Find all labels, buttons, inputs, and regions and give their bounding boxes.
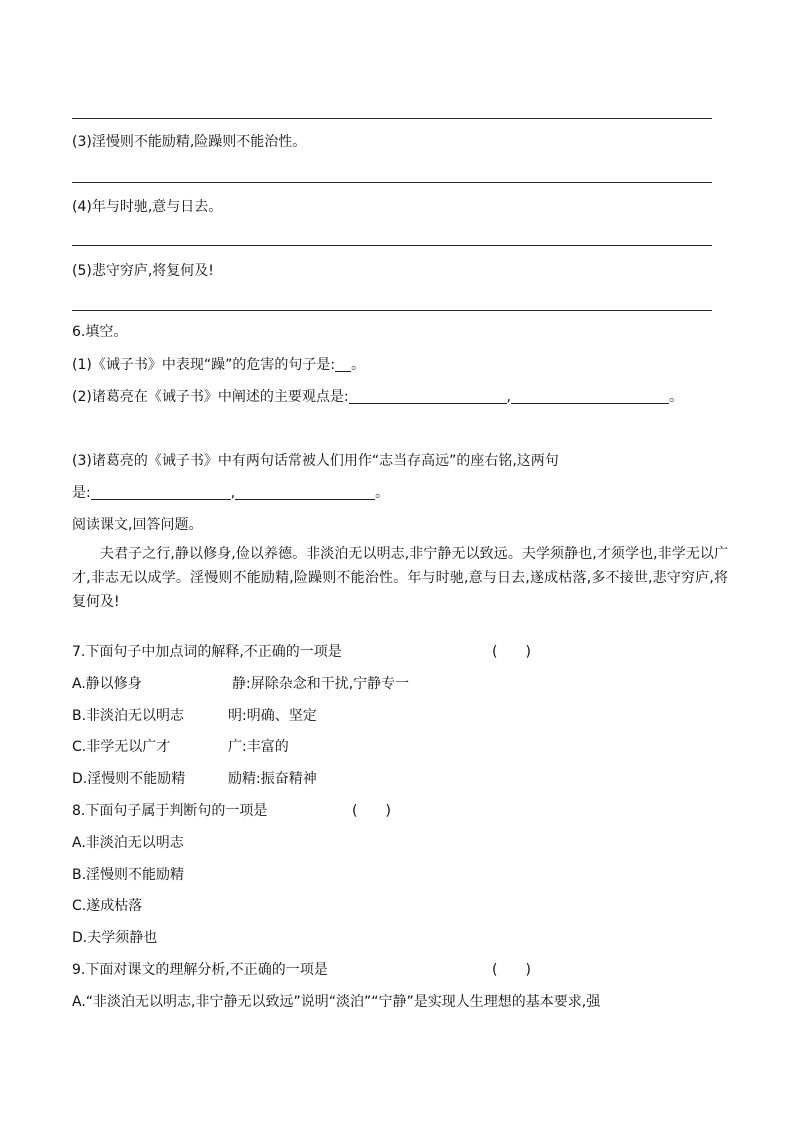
fill-blank[interactable] xyxy=(235,485,375,500)
reading-instruction: 阅读课文,回答问题。 xyxy=(72,517,203,533)
q7-option-d[interactable]: D.淫慢则不能励精 xyxy=(72,771,186,787)
answer-paren[interactable]: ( ) xyxy=(492,644,531,660)
period: 。 xyxy=(669,389,683,405)
comma: , xyxy=(230,485,236,501)
period: 。 xyxy=(375,485,390,501)
answer-line[interactable] xyxy=(72,310,712,311)
q6-item-3-prefix: 是: xyxy=(72,485,91,501)
q6-title: 6.填空。 xyxy=(72,324,128,340)
q6-item-1 xyxy=(72,356,365,374)
q7-stem: 7.下面句子中加点词的解释,不正确的一项是 xyxy=(72,644,342,660)
answer-line[interactable] xyxy=(72,118,712,119)
translate-item-3: (3)淫慢则不能励精,险躁则不能治性。 xyxy=(72,134,307,150)
answer-paren[interactable]: ( ) xyxy=(492,962,531,978)
q6-item-3-line2 xyxy=(72,484,389,502)
q7-option-d-gloss: 励精:振奋精神 xyxy=(228,771,317,787)
q8-option-b[interactable]: B.淫慢则不能励精 xyxy=(72,867,185,883)
fill-blank[interactable] xyxy=(91,485,231,500)
answer-paren[interactable]: ( ) xyxy=(352,803,391,819)
q8-option-d[interactable]: D.夫学须静也 xyxy=(72,930,158,946)
answer-line[interactable] xyxy=(72,245,712,246)
fill-blank[interactable] xyxy=(511,389,669,404)
reading-passage: 夫君子之行,静以修身,俭以养德。非淡泊无以明志,非宁静无以致远。夫学须静也,才须学也,非学无以广才,非志无以成学。淫慢则不能励精,险躁则不能治性。年与时驰,意与日去,遂成枯落,多不接世,悲守穷庐,将复何及! xyxy=(72,546,728,610)
q9-option-a[interactable]: A.“非淡泊无以明志,非宁静无以致远”说明“淡泊”“宁静”是实现人生理想的基本要求,强 xyxy=(72,994,601,1010)
q9-stem: 9.下面对课文的理解分析,不正确的一项是 xyxy=(72,962,328,978)
fill-blank[interactable] xyxy=(349,389,507,404)
q6-item-1-end: 。 xyxy=(351,357,366,373)
q7-option-c-gloss: 广:丰富的 xyxy=(228,739,289,755)
fill-blank[interactable] xyxy=(335,357,351,372)
translate-item-5: (5)悲守穷庐,将复何及! xyxy=(72,263,214,279)
q7-option-b[interactable]: B.非淡泊无以明志 xyxy=(72,708,185,724)
comma: , xyxy=(506,389,511,405)
q8-option-a[interactable]: A.非淡泊无以明志 xyxy=(72,835,184,851)
answer-line[interactable] xyxy=(72,182,712,183)
q8-stem: 8.下面句子属于判断句的一项是 xyxy=(72,803,268,819)
q8-option-c[interactable]: C.遂成枯落 xyxy=(72,898,143,914)
q6-item-1-text: (1)《诫子书》中表现“躁”的危害的句子是: xyxy=(72,357,336,373)
q7-option-b-gloss: 明:明确、坚定 xyxy=(228,708,317,724)
q6-item-2 xyxy=(72,388,683,406)
q6-item-3-line1: (3)诸葛亮的《诫子书》中有两句话常被人们用作“志当存高远”的座右铭,这两句 xyxy=(72,453,559,469)
translate-item-4: (4)年与时驰,意与日去。 xyxy=(72,199,223,215)
q6-item-2-text: (2)诸葛亮在《诫子书》中阐述的主要观点是: xyxy=(72,389,349,405)
q7-option-a-gloss: 静:屏除杂念和干扰,宁静专一 xyxy=(232,676,410,692)
q7-option-c[interactable]: C.非学无以广才 xyxy=(72,739,171,755)
q7-option-a[interactable]: A.静以修身 xyxy=(72,676,142,692)
